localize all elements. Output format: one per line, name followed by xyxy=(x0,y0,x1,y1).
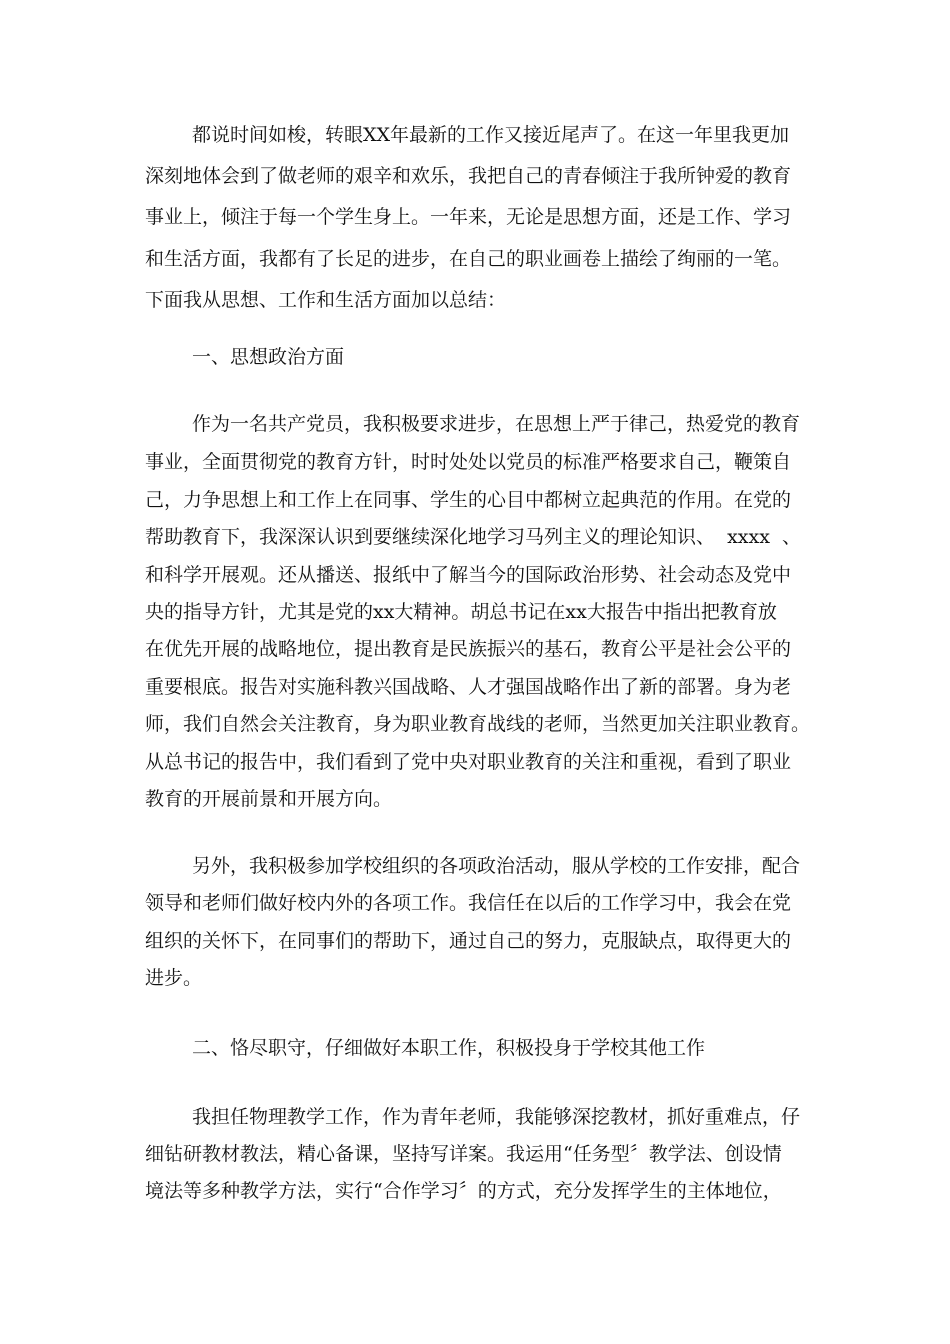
paragraph-line: 进步。 xyxy=(145,967,203,989)
paragraph-line: 事业上，倾注于每一个学生身上。一年来，无论是思想方面，还是工作、学习 xyxy=(145,206,792,228)
section-heading: 一、思想政治方面 xyxy=(192,346,345,368)
paragraph-line: 事业，全面贯彻党的教育方针，时时处处以党员的标准严格要求自己，鞭策自 xyxy=(145,451,792,473)
section-heading: 二、恪尽职守，仔细做好本职工作，积极投身于学校其他工作 xyxy=(192,1037,706,1059)
paragraph-line: 师，我们自然会关注教育，身为职业教育战线的老师，当然更加关注职业教育。 xyxy=(145,713,811,735)
paragraph-line: 教育的开展前景和开展方向。 xyxy=(145,788,393,810)
paragraph-line: 深刻地体会到了做老师的艰辛和欢乐，我把自己的青春倾注于我所钟爱的教育 xyxy=(145,165,792,187)
paragraph-line: 己，力争思想上和工作上在同事、学生的心目中都树立起典范的作用。在党的 xyxy=(145,489,792,511)
paragraph-line: 下面我从思想、工作和生活方面加以总结： xyxy=(145,289,507,311)
paragraph-line: 从总书记的报告中，我们看到了党中央对职业教育的关注和重视，看到了职业 xyxy=(145,751,792,773)
paragraph-line: 另外，我积极参加学校组织的各项政治活动，服从学校的工作安排，配合 xyxy=(192,855,801,877)
paragraph-line: 重要根底。报告对实施科教兴国战略、人才强国战略作出了新的部署。身为老 xyxy=(145,676,792,698)
paragraph-line: 境法等多种教学方法，实行“合作学习〞的方式，充分发挥学生的主体地位， xyxy=(145,1180,782,1202)
paragraph-line: 领导和老师们做好校内外的各项工作。我信任在以后的工作学习中，我会在党 xyxy=(145,892,792,914)
paragraph-line: 都说时间如梭，转眼XX年最新的工作又接近尾声了。在这一年里我更加 xyxy=(192,124,790,146)
paragraph-line: 细钻研教材教法，精心备课，坚持写详案。我运用“任务型〞教学法、创设情 xyxy=(145,1143,782,1165)
paragraph-line: 组织的关怀下，在同事们的帮助下，通过自己的努力，克服缺点，取得更大的 xyxy=(145,930,792,952)
paragraph-line: 在优先开展的战略地位，提出教育是民族振兴的基石，教育公平是社会公平的 xyxy=(145,638,792,660)
paragraph-line: 和生活方面，我都有了长足的进步，在自己的职业画卷上描绘了绚丽的一笔。 xyxy=(145,248,792,270)
paragraph-line: 央的指导方针，尤其是党的xx大精神。胡总书记在xx大报告中指出把教育放 xyxy=(145,601,777,623)
paragraph-line: 我担任物理教学工作，作为青年老师，我能够深挖教材，抓好重难点，仔 xyxy=(192,1106,801,1128)
paragraph-line: 和科学开展观。还从播送、报纸中了解当今的国际政治形势、社会动态及党中 xyxy=(145,564,792,586)
paragraph-line: 作为一名共产党员，我积极要求进步，在思想上严于律己，热爱党的教育 xyxy=(192,413,801,435)
paragraph-line: 帮助教育下，我深深认识到要继续深化地学习马列主义的理论知识、 xxxx 、 xyxy=(145,526,802,548)
